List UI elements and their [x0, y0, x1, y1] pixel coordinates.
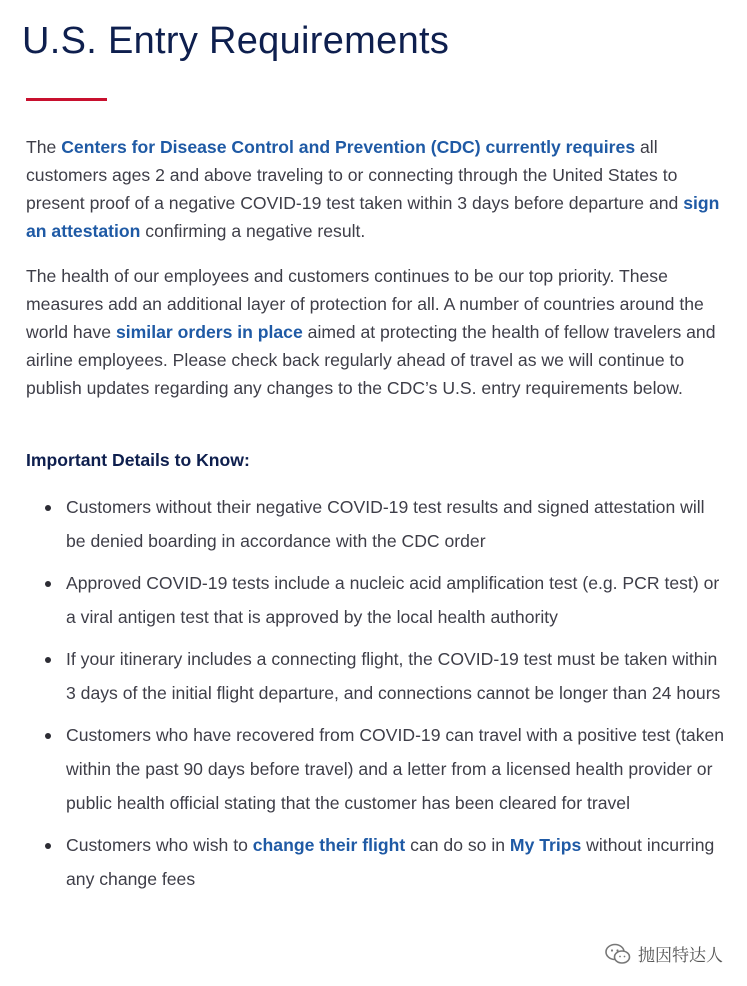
bullet-icon	[45, 505, 51, 511]
page-title: U.S. Entry Requirements	[22, 20, 450, 62]
title-accent-rule	[26, 98, 107, 101]
health-paragraph	[26, 262, 726, 402]
list-item	[26, 642, 726, 710]
cdc-requirements-link[interactable]: Centers for Disease Control and Prevention (CDC) currently requires	[61, 137, 636, 157]
bullet-icon	[45, 581, 51, 587]
list-item	[26, 566, 726, 634]
watermark	[604, 941, 723, 966]
details-list	[26, 490, 726, 904]
list-item-text: If your itinerary includes a connecting flight, the COVID-19 test must be taken within 3 days of the initial flight departure, and connections cannot be longer than 24 hours	[66, 649, 721, 703]
change-fees-text-start: Customers who wish to	[66, 835, 253, 855]
sign-attestation-link[interactable]: sign an attestation	[26, 193, 720, 241]
watermark-text: 抛因特达人	[638, 946, 723, 965]
intro-text-middle: all customers ages 2 and above traveling to or connecting through the United States to present proof of a negative COVID-19 test taken within 3 days before departure and	[26, 137, 684, 213]
similar-orders-link[interactable]: similar orders in place	[115, 322, 303, 342]
details-heading: Important Details to Know:	[26, 450, 250, 470]
wechat-icon	[604, 942, 632, 966]
list-item-text: Approved COVID-19 tests include a nucleic acid amplification test (e.g. PCR test) or a viral antigen test that is approved by the local health authority	[66, 573, 720, 627]
list-item	[26, 718, 726, 820]
list-item-text: Customers without their negative COVID-19 test results and signed attestation will be denied boarding in accordance with the CDC order	[66, 497, 705, 551]
intro-text-end: confirming a negative result.	[140, 221, 366, 241]
health-text-end: aimed at protecting the health of fellow travelers and airline employees. Please check back regularly ahead of travel as we will continue to publish updates regarding any changes to the CDC’s U.S. entry requirements below.	[26, 322, 716, 398]
health-text-start: The health of our employees and customers continues to be our top priority. These measures add an additional layer of protection for all. A number of countries around the world have	[26, 266, 704, 342]
list-item-text: Customers who have recovered from COVID-19 can travel with a positive test (taken within the past 90 days before travel) and a letter from a licensed health provider or public health official stating that the customer has been cleared for travel	[66, 725, 725, 813]
list-item	[26, 490, 726, 558]
bullet-icon	[45, 843, 51, 849]
my-trips-link[interactable]: My Trips	[509, 835, 582, 855]
change-flight-link[interactable]: change their flight	[252, 835, 406, 855]
intro-text-start: The	[26, 137, 62, 157]
intro-paragraph	[26, 133, 726, 245]
bullet-icon	[45, 657, 51, 663]
list-item	[26, 828, 726, 896]
bullet-icon	[45, 733, 51, 739]
change-fees-text-end: without incurring any change fees	[66, 835, 715, 889]
change-fees-text-middle: can do so in	[405, 835, 510, 855]
